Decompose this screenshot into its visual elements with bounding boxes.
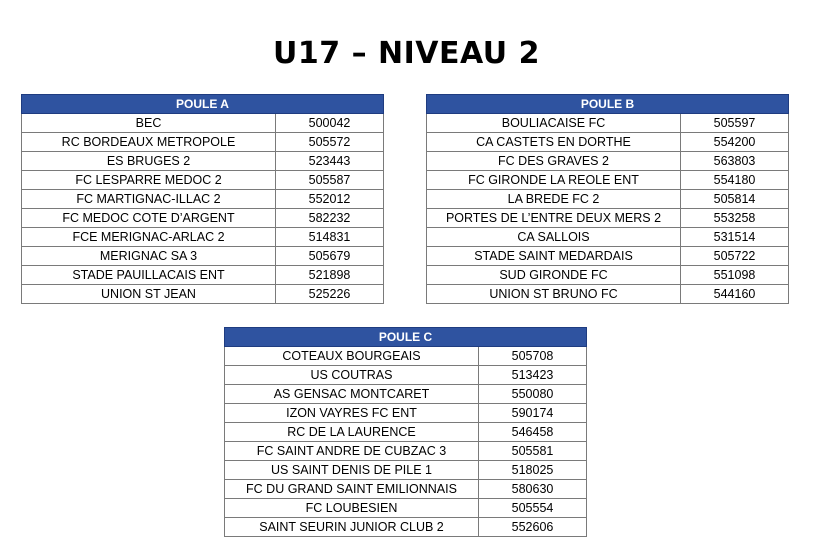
table-row: [427, 285, 789, 304]
club-code: 505814: [681, 190, 789, 209]
table-row: [225, 499, 587, 518]
table-row: [22, 190, 384, 209]
club-code: 505572: [276, 133, 384, 152]
table-row: [427, 133, 789, 152]
club-code: 505581: [479, 442, 587, 461]
table-row: [22, 171, 384, 190]
club-code: 582232: [276, 209, 384, 228]
team-name: STADE SAINT MEDARDAIS: [427, 247, 681, 266]
team-name: FC LESPARRE MEDOC 2: [22, 171, 276, 190]
club-code: 521898: [276, 266, 384, 285]
page-title: U17 – NIVEAU 2: [273, 36, 540, 71]
team-name: SAINT SEURIN JUNIOR CLUB 2: [225, 518, 479, 537]
team-name: FC LOUBESIEN: [225, 499, 479, 518]
team-name: STADE PAUILLACAIS ENT: [22, 266, 276, 285]
team-name: CA CASTETS EN DORTHE: [427, 133, 681, 152]
table-row: [427, 152, 789, 171]
club-code: 514831: [276, 228, 384, 247]
table-row: [225, 480, 587, 499]
team-name: AS GENSAC MONTCARET: [225, 385, 479, 404]
team-name: FC SAINT ANDRE DE CUBZAC 3: [225, 442, 479, 461]
team-name: FC DU GRAND SAINT EMILIONNAIS: [225, 480, 479, 499]
club-code: 505679: [276, 247, 384, 266]
table-row: [225, 461, 587, 480]
table-row: [427, 228, 789, 247]
club-code: 531514: [681, 228, 789, 247]
club-code: 552012: [276, 190, 384, 209]
table-row: [427, 266, 789, 285]
club-code: 546458: [479, 423, 587, 442]
table-row: [225, 366, 587, 385]
club-code: 554180: [681, 171, 789, 190]
poule-a-header: POULE A: [22, 95, 384, 114]
club-code: 505554: [479, 499, 587, 518]
club-code: 553258: [681, 209, 789, 228]
table-row: [427, 247, 789, 266]
club-code: 505722: [681, 247, 789, 266]
club-code: 550080: [479, 385, 587, 404]
team-name: UNION ST JEAN: [22, 285, 276, 304]
table-row: [225, 518, 587, 537]
club-code: 544160: [681, 285, 789, 304]
poule-b-table: [426, 94, 789, 304]
poule-b-header: POULE B: [427, 95, 789, 114]
team-name: CA SALLOIS: [427, 228, 681, 247]
team-name: PORTES DE L’ENTRE DEUX MERS 2: [427, 209, 681, 228]
table-row: [22, 266, 384, 285]
table-row: [225, 347, 587, 366]
club-code: 580630: [479, 480, 587, 499]
table-row: [22, 114, 384, 133]
poule-header-row: [225, 328, 587, 347]
poule-a-table: [21, 94, 384, 304]
poule-c-table: [224, 327, 587, 537]
table-row: [22, 247, 384, 266]
club-code: 505597: [681, 114, 789, 133]
table-row: [225, 423, 587, 442]
club-code: 563803: [681, 152, 789, 171]
table-row: [225, 385, 587, 404]
table-row: [427, 114, 789, 133]
table-row: [225, 442, 587, 461]
team-name: BEC: [22, 114, 276, 133]
club-code: 590174: [479, 404, 587, 423]
team-name: MERIGNAC SA 3: [22, 247, 276, 266]
club-code: 551098: [681, 266, 789, 285]
table-row: [22, 152, 384, 171]
table-row: [225, 404, 587, 423]
team-name: FC GIRONDE LA REOLE ENT: [427, 171, 681, 190]
team-name: US COUTRAS: [225, 366, 479, 385]
team-name: UNION ST BRUNO FC: [427, 285, 681, 304]
club-code: 505587: [276, 171, 384, 190]
club-code: 525226: [276, 285, 384, 304]
table-row: [427, 190, 789, 209]
club-code: 523443: [276, 152, 384, 171]
table-row: [22, 285, 384, 304]
team-name: US SAINT DENIS DE PILE 1: [225, 461, 479, 480]
team-name: COTEAUX BOURGEAIS: [225, 347, 479, 366]
club-code: 552606: [479, 518, 587, 537]
table-row: [427, 171, 789, 190]
team-name: FC DES GRAVES 2: [427, 152, 681, 171]
table-row: [22, 133, 384, 152]
team-name: RC DE LA LAURENCE: [225, 423, 479, 442]
table-row: [22, 209, 384, 228]
table-row: [22, 228, 384, 247]
club-code: 500042: [276, 114, 384, 133]
club-code: 518025: [479, 461, 587, 480]
team-name: FCE MERIGNAC-ARLAC 2: [22, 228, 276, 247]
club-code: 554200: [681, 133, 789, 152]
team-name: BOULIACAISE FC: [427, 114, 681, 133]
poule-header-row: [22, 95, 384, 114]
poule-header-row: [427, 95, 789, 114]
club-code: 513423: [479, 366, 587, 385]
team-name: SUD GIRONDE FC: [427, 266, 681, 285]
team-name: IZON VAYRES FC ENT: [225, 404, 479, 423]
team-name: ES BRUGES 2: [22, 152, 276, 171]
club-code: 505708: [479, 347, 587, 366]
team-name: LA BREDE FC 2: [427, 190, 681, 209]
team-name: RC BORDEAUX METROPOLE: [22, 133, 276, 152]
table-row: [427, 209, 789, 228]
team-name: FC MARTIGNAC-ILLAC 2: [22, 190, 276, 209]
poule-c-header: POULE C: [225, 328, 587, 347]
team-name: FC MEDOC COTE D’ARGENT: [22, 209, 276, 228]
